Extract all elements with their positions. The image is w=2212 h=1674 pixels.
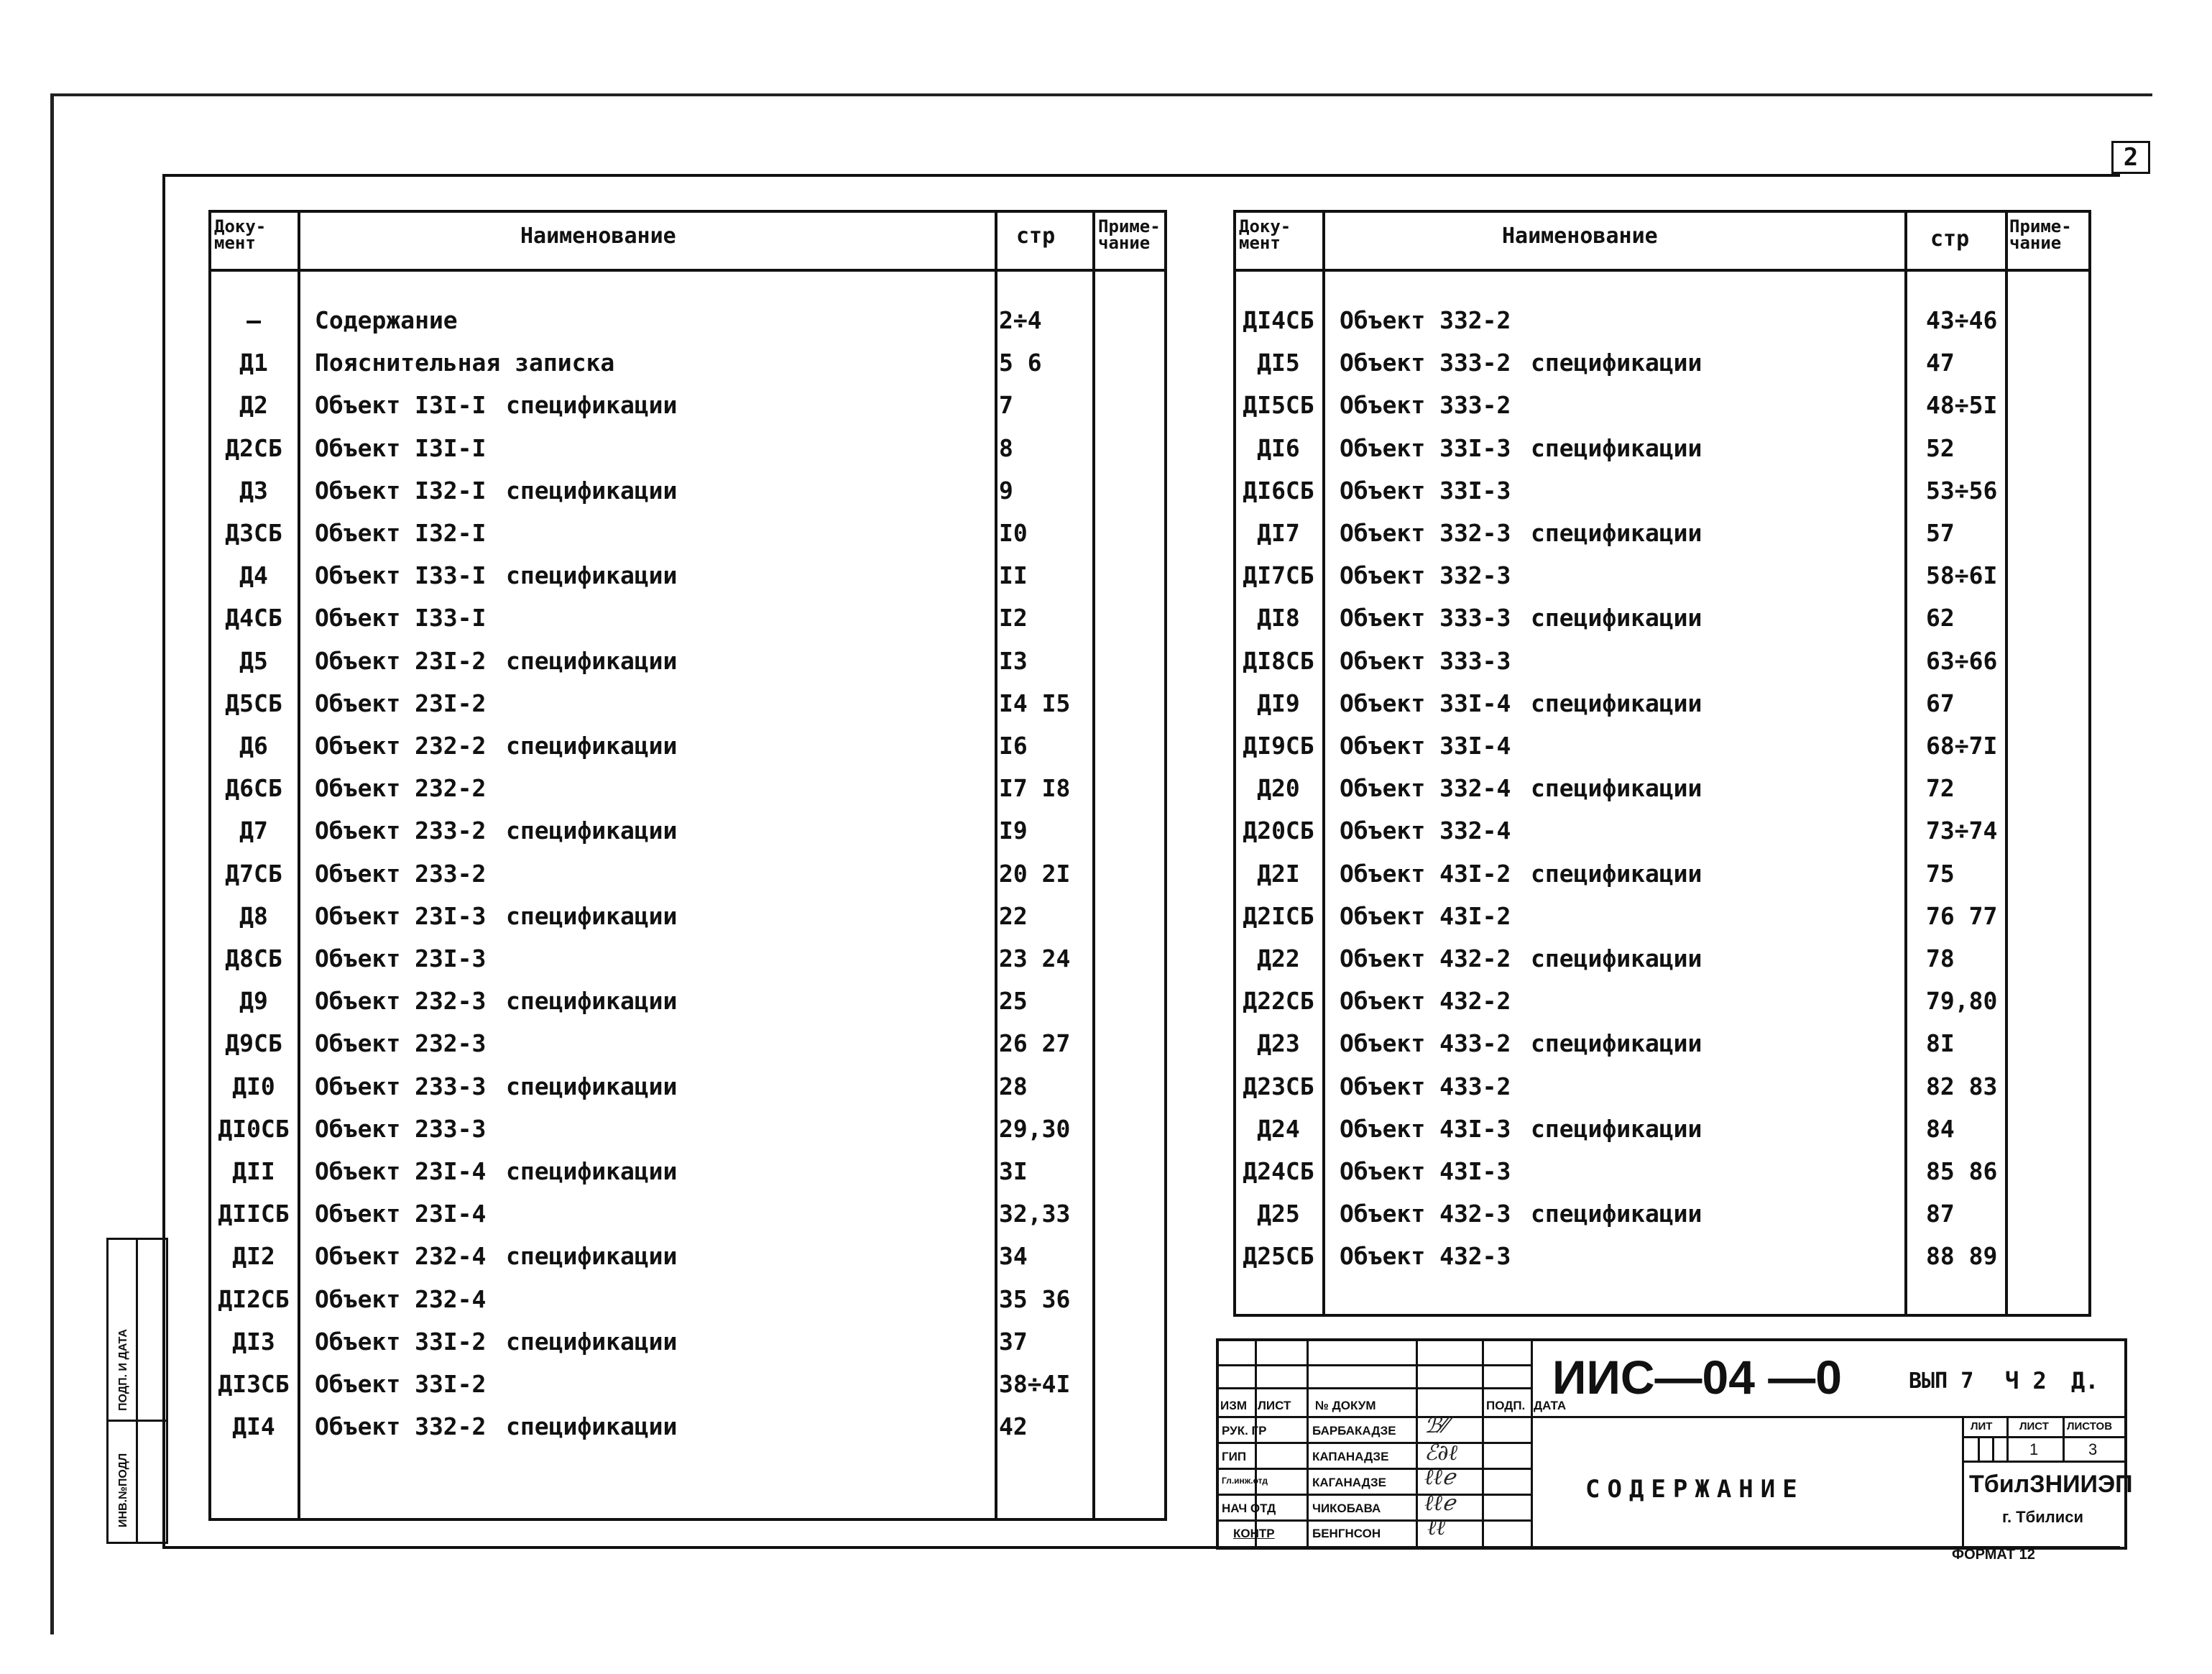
doc-name: Объект 33I-2 <box>315 1327 487 1356</box>
header-page: стр <box>1016 224 1056 249</box>
contents-row <box>1236 937 2088 980</box>
doc-spec: спецификации <box>506 1072 678 1100</box>
header-note: Приме- чание <box>1098 216 1161 253</box>
doc-code: ДI9 <box>1257 689 1300 717</box>
doc-spec: спецификации <box>506 646 678 675</box>
contents-row <box>211 384 1164 426</box>
role-3: НАЧ ОТД <box>1222 1501 1276 1515</box>
contents-row <box>211 682 1164 725</box>
doc-code: ДI2 <box>232 1242 275 1271</box>
contents-row <box>1236 299 2088 341</box>
role-name-4: БЕНГНСОН <box>1312 1527 1381 1540</box>
doc-code: Д8СБ <box>225 944 282 972</box>
doc-name: Объект 233-2 <box>315 859 487 888</box>
contents-row <box>1236 1150 2088 1192</box>
doc-name: Объект 33I-2 <box>315 1370 487 1398</box>
doc-name: Объект 23I-2 <box>315 646 487 675</box>
doc-name: Объект 33I-4 <box>1340 732 1511 760</box>
doc-page: II <box>999 561 1028 590</box>
doc-page: 8I <box>1926 1029 1955 1058</box>
signature-3: ℓℓℯ <box>1424 1465 1455 1490</box>
doc-name: Объект 332-2 <box>1340 306 1511 334</box>
col-doc: № ДОКУМ <box>1315 1399 1376 1412</box>
doc-page: 79,80 <box>1926 987 1998 1016</box>
sheet-number: 1 <box>2029 1440 2039 1458</box>
doc-spec: спецификации <box>1531 519 1702 547</box>
doc-spec: спецификации <box>1531 859 1702 888</box>
doc-code: ДI5СБ <box>1243 391 1314 420</box>
doc-code: Д23СБ <box>1243 1072 1314 1100</box>
doc-name: Объект 432-2 <box>1340 944 1511 972</box>
contents-row <box>211 1108 1164 1150</box>
doc-name: Объект 232-4 <box>315 1242 487 1271</box>
doc-spec: спецификации <box>506 1157 678 1185</box>
doc-spec: спецификации <box>506 476 678 505</box>
contents-row <box>211 427 1164 469</box>
doc-name: Объект 432-3 <box>1340 1242 1511 1271</box>
contents-row <box>1236 1022 2088 1064</box>
sheets-total: 3 <box>2088 1440 2098 1458</box>
doc-spec: спецификации <box>1531 433 1702 462</box>
contents-row <box>1236 640 2088 682</box>
doc-name: Объект I33-I <box>315 561 487 590</box>
doc-page: 63÷66 <box>1926 646 1998 675</box>
doc-name: Объект 333-2 <box>1340 349 1511 377</box>
doc-page: 5 6 <box>999 349 1042 377</box>
doc-name: Объект 432-2 <box>1340 987 1511 1016</box>
doc-name: Объект 23I-3 <box>315 901 487 930</box>
doc-code: Д24СБ <box>1243 1157 1314 1185</box>
doc-page: I3 <box>999 646 1028 675</box>
doc-code: ДI3СБ <box>218 1370 290 1398</box>
header-name: Наименование <box>520 224 676 249</box>
doc-spec: спецификации <box>1531 774 1702 803</box>
doc-page: I4 I5 <box>999 689 1071 717</box>
contents-row <box>211 1150 1164 1192</box>
doc-spec: спецификации <box>506 987 678 1016</box>
left-contents-table <box>208 210 1167 1521</box>
doc-page: 82 83 <box>1926 1072 1998 1100</box>
doc-page: 53÷56 <box>1926 476 1998 505</box>
doc-name: Объект 232-2 <box>315 774 487 803</box>
contents-row <box>1236 767 2088 809</box>
contents-row <box>211 1192 1164 1235</box>
contents-row <box>1236 427 2088 469</box>
contents-row <box>1236 384 2088 426</box>
doc-name: Объект 23I-2 <box>315 689 487 717</box>
contents-row <box>211 895 1164 937</box>
sheet-label: ЛИСТ <box>2019 1420 2049 1432</box>
doc-name: Объект 333-2 <box>1340 391 1511 420</box>
doc-code: Д2 <box>239 391 268 420</box>
header-page-right: стр <box>1930 226 1970 252</box>
doc-page: 26 27 <box>999 1029 1071 1058</box>
right-contents-table <box>1233 210 2091 1317</box>
doc-name: Объект I3I-I <box>315 391 487 420</box>
doc-name: Объект 333-3 <box>1340 646 1511 675</box>
doc-code: Д9СБ <box>225 1029 282 1058</box>
doc-code: Д22СБ <box>1243 987 1314 1016</box>
contents-row <box>211 980 1164 1022</box>
part: Ч 2 <box>2005 1367 2047 1394</box>
doc-code: Д25СБ <box>1243 1242 1314 1271</box>
doc-spec: спецификации <box>1531 689 1702 717</box>
doc-code: ДI7СБ <box>1243 561 1314 590</box>
contents-row <box>1236 895 2088 937</box>
doc-code: Д23 <box>1257 1029 1300 1058</box>
doc-page: I2 <box>999 604 1028 633</box>
contents-row <box>1236 341 2088 384</box>
doc-page: 62 <box>1926 604 1955 633</box>
doc-name: Объект 43I-2 <box>1340 901 1511 930</box>
doc-name: Объект 233-3 <box>315 1072 487 1100</box>
doc-page: 67 <box>1926 689 1955 717</box>
doc-name: Объект 33I-3 <box>1340 476 1511 505</box>
doc-page: 37 <box>999 1327 1028 1356</box>
doc-name: Объект 233-3 <box>315 1114 487 1143</box>
doc-spec: спецификации <box>1531 1029 1702 1058</box>
doc-code: ДI0 <box>232 1072 275 1100</box>
contents-row <box>1236 554 2088 597</box>
doc-page: I0 <box>999 519 1028 547</box>
contents-row <box>211 341 1164 384</box>
contents-row <box>211 554 1164 597</box>
doc-name: Объект 332-3 <box>1340 519 1511 547</box>
doc-spec: спецификации <box>506 561 678 590</box>
side-strip <box>106 1238 168 1544</box>
contents-row <box>211 725 1164 767</box>
role-name-3: ЧИКОБАВА <box>1312 1501 1381 1515</box>
doc-code: ДI6СБ <box>1243 476 1314 505</box>
doc-page: I9 <box>999 817 1028 845</box>
doc-name: Объект 23I-3 <box>315 944 487 972</box>
doc-page: 57 <box>1926 519 1955 547</box>
contents-row <box>1236 725 2088 767</box>
doc-spec: спецификации <box>506 817 678 845</box>
contents-row <box>211 512 1164 554</box>
doc-code: Д2IСБ <box>1243 901 1314 930</box>
doc-code: Д3 <box>239 476 268 505</box>
page-number: 2 <box>2111 141 2150 174</box>
doc-page: 29,30 <box>999 1114 1071 1143</box>
organization: ТбилЗНИИЭП <box>1969 1471 2133 1498</box>
doc-name: Объект 33I-4 <box>1340 689 1511 717</box>
doc-code: Д20 <box>1257 774 1300 803</box>
sheet-title: СОДЕРЖАНИЕ <box>1585 1475 1805 1504</box>
issue: ВЫП 7 <box>1909 1369 1974 1394</box>
col-sign: ПОДП. <box>1486 1399 1526 1412</box>
signature-2: ℰ∂ℓ <box>1424 1440 1458 1466</box>
col-list: ЛИСТ <box>1258 1399 1291 1412</box>
sheets-label: ЛИСТОВ <box>2067 1420 2113 1432</box>
doc-page: 76 77 <box>1926 901 1998 930</box>
doc-name: Объект 43I-2 <box>1340 859 1511 888</box>
doc-code: Д4 <box>239 561 268 590</box>
doc-code: Д5СБ <box>225 689 282 717</box>
doc-code: ДI4 <box>232 1412 275 1441</box>
doc-page: 47 <box>1926 349 1955 377</box>
contents-row <box>1236 980 2088 1022</box>
doc-name: Пояснительная записка <box>315 349 615 377</box>
doc-page: 84 <box>1926 1114 1955 1143</box>
doc-code: Д2СБ <box>225 433 282 462</box>
doc-name: Объект I32-I <box>315 476 487 505</box>
doc-spec: спецификации <box>506 1242 678 1271</box>
doc-code: Д4СБ <box>225 604 282 633</box>
signature-5: ℓℓ <box>1427 1515 1445 1540</box>
doc-page: 8 <box>999 433 1013 462</box>
doc-spec: спецификации <box>506 732 678 760</box>
contents-row <box>211 597 1164 639</box>
contents-row <box>1236 852 2088 895</box>
contents-row <box>211 1320 1164 1363</box>
doc-spec: спецификации <box>1531 349 1702 377</box>
doc-code: ДIIСБ <box>218 1200 290 1228</box>
doc-page: 7 <box>999 391 1013 420</box>
doc-name: Объект 333-3 <box>1340 604 1511 633</box>
doc-name: Объект I33-I <box>315 604 487 633</box>
doc-name: Объект I32-I <box>315 519 487 547</box>
doc-code: ДI8СБ <box>1243 646 1314 675</box>
doc-code: Д6 <box>239 732 268 760</box>
doc-page: I6 <box>999 732 1028 760</box>
doc-page: 78 <box>1926 944 1955 972</box>
contents-row <box>211 767 1164 809</box>
doc-code: ДI8 <box>1257 604 1300 633</box>
side-label-inv: ИНВ.№ПОДЛ <box>117 1453 129 1527</box>
doc-name: Объект 332-2 <box>315 1412 487 1441</box>
contents-row <box>1236 1065 2088 1108</box>
doc-name: Объект 233-2 <box>315 817 487 845</box>
role-name-1: КАПАНАДЗЕ <box>1312 1450 1389 1463</box>
doc-code: Д24 <box>1257 1114 1300 1143</box>
doc-code: – <box>246 306 261 334</box>
doc-spec: спецификации <box>1531 1200 1702 1228</box>
doc-code: Д20СБ <box>1243 817 1314 845</box>
doc-page: 22 <box>999 901 1028 930</box>
doc-name: Объект 33I-3 <box>1340 433 1511 462</box>
doc-code: Д25 <box>1257 1200 1300 1228</box>
doc-code: Д3СБ <box>225 519 282 547</box>
doc-code: ДI9СБ <box>1243 732 1314 760</box>
contents-row <box>1236 682 2088 725</box>
doc-page: 35 36 <box>999 1284 1071 1313</box>
doc-name: Объект 332-4 <box>1340 774 1511 803</box>
contents-row <box>211 469 1164 512</box>
doc-page: 48÷5I <box>1926 391 1998 420</box>
contents-row <box>211 937 1164 980</box>
doc-spec: спецификации <box>1531 944 1702 972</box>
doc-code: Д6СБ <box>225 774 282 803</box>
doc-name: Объект 433-2 <box>1340 1029 1511 1058</box>
side-label-sign-date: ПОДП. И ДАТА <box>117 1329 129 1411</box>
doc-page: 43÷46 <box>1926 306 1998 334</box>
header-note-right: Приме- чание <box>2009 216 2072 253</box>
contents-row <box>1236 809 2088 852</box>
contents-row <box>211 1235 1164 1277</box>
doc-code: ДI5 <box>1257 349 1300 377</box>
doc-page: I7 I8 <box>999 774 1071 803</box>
contents-row <box>211 640 1164 682</box>
doc-name: Объект 433-2 <box>1340 1072 1511 1100</box>
doc-name: Объект 332-3 <box>1340 561 1511 590</box>
doc-code: ДI6 <box>1257 433 1300 462</box>
signature-4: ℓℓℯ <box>1424 1491 1455 1516</box>
contents-row <box>211 852 1164 895</box>
contents-row <box>211 809 1164 852</box>
doc-name: Объект 232-3 <box>315 987 487 1016</box>
doc-page: 75 <box>1926 859 1955 888</box>
contents-row <box>1236 1235 2088 1277</box>
doc-page: 28 <box>999 1072 1028 1100</box>
doc-name: Объект 43I-3 <box>1340 1114 1511 1143</box>
doc-page: 9 <box>999 476 1013 505</box>
doc-code: ДI2СБ <box>218 1284 290 1313</box>
contents-row <box>211 1405 1164 1448</box>
doc-page: 38÷4I <box>999 1370 1071 1398</box>
doc-spec: спецификации <box>506 901 678 930</box>
doc-code: ДII <box>232 1157 275 1185</box>
doc-spec: спецификации <box>506 391 678 420</box>
col-date: ДАТА <box>1534 1399 1567 1412</box>
doc-page: 73÷74 <box>1926 817 1998 845</box>
format-label: ФОРМАТ 12 <box>1952 1547 2035 1563</box>
doc-code: Д7 <box>239 817 268 845</box>
contents-row <box>1236 512 2088 554</box>
doc-name: Объект I3I-I <box>315 433 487 462</box>
doc-code: Д5 <box>239 646 268 675</box>
drawing-code: ИИС—04 —0 <box>1552 1351 1842 1404</box>
doc-page: 87 <box>1926 1200 1955 1228</box>
doc-code: ДI3 <box>232 1327 275 1356</box>
title-block <box>1216 1338 2133 1550</box>
doc-code: Д22 <box>1257 944 1300 972</box>
suffix: Д. <box>2071 1367 2099 1394</box>
header-doc: Доку- мент <box>214 216 267 253</box>
city: г. Тбилиси <box>2002 1508 2083 1526</box>
doc-name: Объект 232-2 <box>315 732 487 760</box>
contents-row <box>211 1065 1164 1108</box>
header-doc-right: Доку- мент <box>1239 216 1291 253</box>
doc-page: 3I <box>999 1157 1028 1185</box>
contents-row <box>1236 597 2088 639</box>
contents-row <box>1236 1108 2088 1150</box>
contents-row <box>211 1022 1164 1064</box>
role-name-2: КАГАНАДЗЕ <box>1312 1476 1386 1489</box>
contents-row <box>211 1363 1164 1405</box>
signature-1: ℬ⁄⁄ <box>1424 1413 1449 1438</box>
contents-row <box>1236 1192 2088 1235</box>
doc-code: Д9 <box>239 987 268 1016</box>
doc-page: 58÷6I <box>1926 561 1998 590</box>
doc-spec: спецификации <box>1531 604 1702 633</box>
doc-code: ДI4СБ <box>1243 306 1314 334</box>
doc-name: Объект 23I-4 <box>315 1157 487 1185</box>
doc-page: 23 24 <box>999 944 1071 972</box>
doc-code: ДI7 <box>1257 519 1300 547</box>
doc-page: 85 86 <box>1926 1157 1998 1185</box>
lit-label: ЛИТ <box>1971 1420 1993 1432</box>
role-0: РУК. ГР <box>1222 1424 1267 1438</box>
doc-page: 72 <box>1926 774 1955 803</box>
doc-code: Д8 <box>239 901 268 930</box>
doc-name: Объект 232-4 <box>315 1284 487 1313</box>
doc-page: 25 <box>999 987 1028 1016</box>
contents-row <box>1236 469 2088 512</box>
doc-code: Д7СБ <box>225 859 282 888</box>
doc-page: 88 89 <box>1926 1242 1998 1271</box>
doc-page: 32,33 <box>999 1200 1071 1228</box>
header-name-right: Наименование <box>1502 224 1658 249</box>
col-izm: ИЗМ <box>1220 1399 1248 1412</box>
doc-page: 2÷4 <box>999 306 1042 334</box>
doc-page: 68÷7I <box>1926 732 1998 760</box>
doc-spec: спецификации <box>506 1412 678 1441</box>
doc-spec: спецификации <box>1531 1114 1702 1143</box>
doc-code: ДI0СБ <box>218 1114 290 1143</box>
role-4: КОНТР <box>1233 1527 1275 1540</box>
doc-name: Объект 332-4 <box>1340 817 1511 845</box>
doc-page: 34 <box>999 1242 1028 1271</box>
doc-page: 52 <box>1926 433 1955 462</box>
role-name-0: БАРБАКАДЗЕ <box>1312 1424 1396 1438</box>
doc-page: 20 2I <box>999 859 1071 888</box>
doc-name: Объект 43I-3 <box>1340 1157 1511 1185</box>
doc-page: 42 <box>999 1412 1028 1441</box>
role-2: Гл.инж.отд <box>1222 1476 1268 1486</box>
contents-row <box>211 1278 1164 1320</box>
role-1: ГИП <box>1222 1450 1247 1463</box>
doc-code: Д2I <box>1257 859 1300 888</box>
doc-spec: спецификации <box>506 1327 678 1356</box>
doc-name: Объект 432-3 <box>1340 1200 1511 1228</box>
doc-name: Содержание <box>315 306 458 334</box>
doc-name: Объект 23I-4 <box>315 1200 487 1228</box>
doc-name: Объект 232-3 <box>315 1029 487 1058</box>
doc-code: Д1 <box>239 349 268 377</box>
contents-row <box>211 299 1164 341</box>
